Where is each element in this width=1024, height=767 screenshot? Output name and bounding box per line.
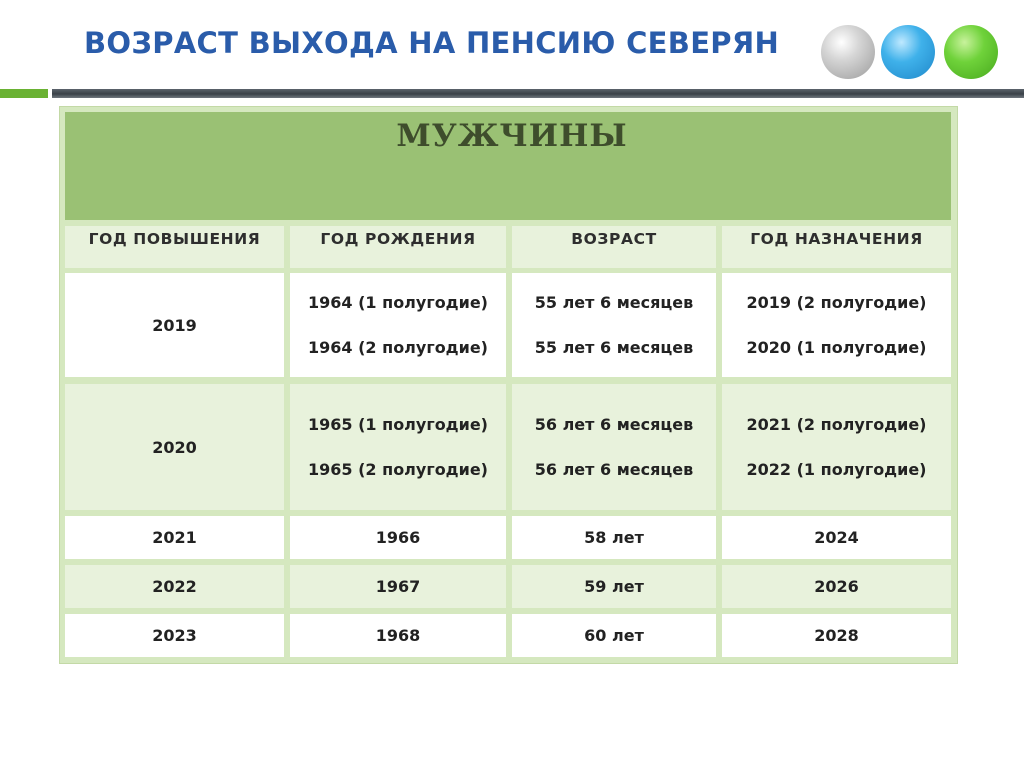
assign-cell-line: 2024 [814, 527, 859, 547]
green-circle-decoration [944, 25, 998, 79]
assign-cell-line: 2028 [814, 625, 859, 645]
birth-cell-line: 1965 (2 полугодие) [308, 459, 488, 479]
birth-cell [290, 565, 506, 608]
birth-cell [290, 384, 506, 510]
birth-cell-line: 1964 (2 полугодие) [308, 337, 488, 357]
assign-cell [722, 273, 951, 377]
header-assign-year: ГОД НАЗНАЧЕНИЯ [722, 226, 951, 268]
year-cell: 2023 [65, 614, 284, 657]
assign-cell [722, 614, 951, 657]
assign-cell-line: 2020 (1 полугодие) [746, 337, 927, 357]
gray-circle-decoration [821, 25, 875, 79]
year-cell: 2020 [65, 384, 284, 510]
accent-bar-green [0, 89, 48, 98]
age-cell-line: 55 лет 6 месяцев [534, 292, 694, 312]
age-cell [512, 565, 716, 608]
header-age: ВОЗРАСТ [512, 226, 716, 268]
age-cell-line: 56 лет 6 месяцев [534, 414, 694, 434]
age-cell [512, 516, 716, 559]
birth-cell-line: 1967 [375, 576, 421, 596]
year-cell: 2021 [65, 516, 284, 559]
assign-cell [722, 565, 951, 608]
birth-cell [290, 614, 506, 657]
year-cell: 2022 [65, 565, 284, 608]
page-title: ВОЗРАСТ ВЫХОДА НА ПЕНСИЮ СЕВЕРЯН [84, 26, 780, 60]
assign-cell-line: 2026 [814, 576, 859, 596]
birth-cell-line: 1968 [375, 625, 421, 645]
age-cell-line: 56 лет 6 месяцев [534, 459, 694, 479]
birth-cell-line: 1965 (1 полугодие) [308, 414, 488, 434]
header-birth-year: ГОД РОЖДЕНИЯ [290, 226, 506, 268]
assign-cell [722, 384, 951, 510]
blue-circle-decoration [881, 25, 935, 79]
age-cell-line: 55 лет 6 месяцев [534, 337, 694, 357]
year-cell: 2019 [65, 273, 284, 377]
assign-cell-line: 2022 (1 полугодие) [746, 459, 927, 479]
assign-cell-line: 2019 (2 полугодие) [746, 292, 927, 312]
age-cell [512, 273, 716, 377]
age-cell-line: 58 лет [584, 527, 644, 547]
age-cell-line: 59 лет [584, 576, 644, 596]
divider-bar [52, 89, 1024, 98]
age-cell-line: 60 лет [584, 625, 644, 645]
birth-cell [290, 516, 506, 559]
assign-cell [722, 516, 951, 559]
age-cell [512, 384, 716, 510]
birth-cell-line: 1966 [375, 527, 421, 547]
header-year-raised: ГОД ПОВЫШЕНИЯ [65, 226, 284, 268]
assign-cell-line: 2021 (2 полугодие) [746, 414, 927, 434]
table-banner-label: МУЖЧИНЫ [396, 118, 628, 154]
age-cell [512, 614, 716, 657]
birth-cell-line: 1964 (1 полугодие) [308, 292, 488, 312]
birth-cell [290, 273, 506, 377]
